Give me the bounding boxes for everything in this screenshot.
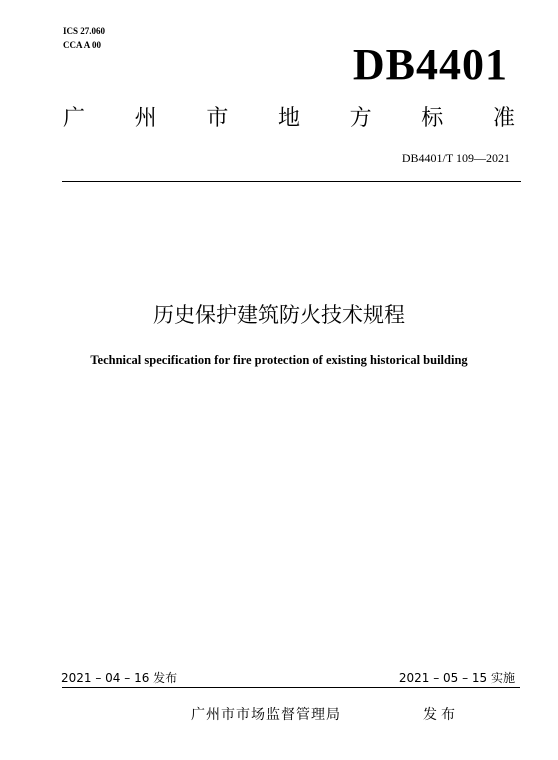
- document-title-chinese: 历史保护建筑防火技术规程: [153, 303, 405, 327]
- footer-divider: [62, 687, 520, 688]
- standard-type-char: 方: [349, 106, 372, 131]
- cca-code: CCA A 00: [63, 40, 102, 50]
- implementation-date: 2021 – 05 – 15 实施: [398, 671, 515, 685]
- ics-code: ICS 27.060: [63, 26, 106, 36]
- standard-type-char: 广: [63, 106, 86, 131]
- issue-label: 发布: [423, 707, 459, 723]
- classification-codes: [63, 24, 105, 52]
- document-title-english: Technical specification for fire protection of existing historical building: [90, 353, 468, 367]
- standard-type: [63, 105, 515, 133]
- standard-type-char: 准: [492, 106, 515, 131]
- issue-date: 2021 – 04 – 16 发布: [61, 671, 178, 685]
- standard-number: DB4401: [352, 40, 508, 89]
- standard-type-char: 市: [206, 106, 229, 131]
- standard-type-char: 州: [134, 106, 157, 131]
- standard-type-char: 标: [421, 106, 444, 131]
- standard-type-char: 地: [277, 106, 300, 131]
- document-id: DB4401/T 109—2021: [401, 151, 510, 165]
- issuing-authority: 广州市市场监督管理局: [191, 707, 341, 723]
- header-divider: [62, 181, 521, 182]
